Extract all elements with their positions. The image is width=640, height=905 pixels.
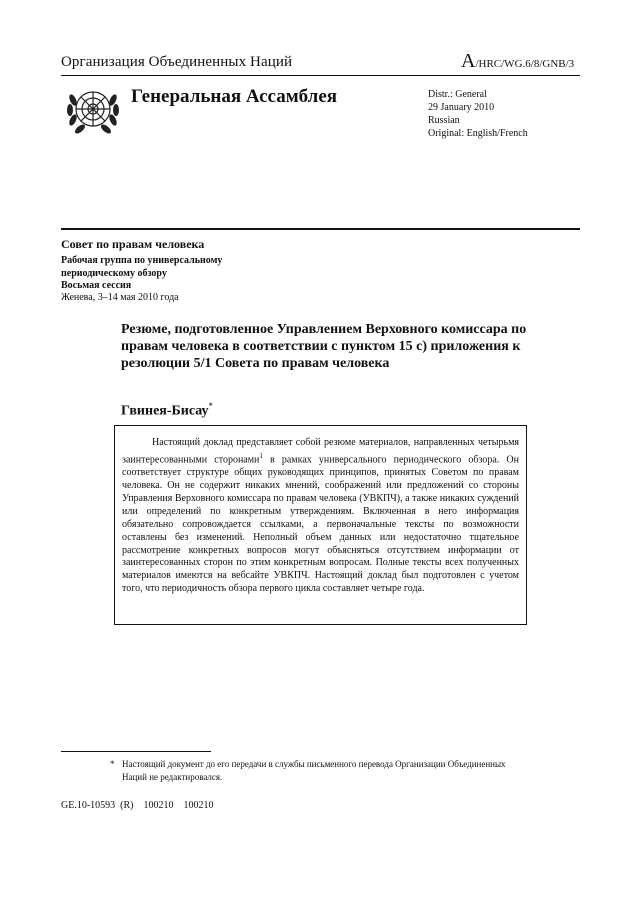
symbol-rest: /HRC/WG.6/8/GNB/3 [475, 58, 575, 70]
distribution: Distr.: General [428, 89, 487, 100]
section-rule [61, 228, 580, 230]
language: Russian [428, 115, 460, 126]
organization-name: Организация Объединенных Наций [61, 54, 293, 70]
session-number: Восьмая сессия [61, 280, 132, 291]
un-emblem-icon [64, 82, 122, 140]
country-footnote-mark: * [208, 401, 214, 411]
general-assembly-heading: Генеральная Ассамблея [131, 86, 338, 107]
footnote-mark: * [110, 759, 115, 769]
date: 29 January 2010 [428, 102, 495, 113]
job-number: GE.10-10593 (R) 100210 100210 [61, 800, 214, 811]
country-name: Гвинея-Бисау [121, 403, 209, 419]
document-title: Резюме, подготовленное Управлением Верховного комиссара по правам человека в соответствии с пунктом 15 с) приложения к резолюции 5/1 Совета по правам человека [121, 322, 527, 371]
summary-part-2: в рамках универсального периодического обзора. Он соответствует структуре общих руководящих принципов, принятых Советом по правам человека. Он не содержит никаких мнений, соображений или предложений со стороны Управления Верховного комиссара по правам человека (УВКПЧ), а также никаких суждений или определений по конкретным утверждениям. Включенная в него информация обязательно сопровождается ссылками, а первоначальные тексты по возможности оставлены без изменений. Неполный объем данных или недостаточно тщательное рассмотрение конкретных вопросов могут объясняться отсутствием информации от заинтересованных сторон по этим конкретным вопросам. Полные тексты всех полученных материалов имеются на вебсайте УВКПЧ. Настоящий доклад был подготовлен с учетом того, что периодичность обзора первого цикла составляет четыре года. [122, 454, 519, 595]
footnote-text: Настоящий документ до его передачи в службы письменного перевода Организации Объединенных Наций не редактировался. [122, 759, 506, 782]
summary-text [122, 437, 519, 596]
place-dates: Женева, 3–14 мая 2010 года [61, 292, 179, 303]
footnote-rule [61, 751, 211, 752]
symbol-prefix: A [461, 50, 476, 72]
summary-part-1: Настоящий доклад представляет собой резюме материалов, направленных четырьмя заинтересованными сторонами [122, 437, 519, 466]
distribution-block [428, 88, 528, 140]
header-rule [61, 75, 580, 76]
working-group: Рабочая группа по универсальному периодическому обзору [61, 255, 223, 279]
original-language: Original: English/French [428, 128, 528, 139]
council-name: Совет по правам человека [61, 237, 205, 251]
document-symbol [461, 50, 574, 73]
summary-footnote-ref: 1 [259, 451, 263, 460]
country-heading [121, 401, 213, 420]
